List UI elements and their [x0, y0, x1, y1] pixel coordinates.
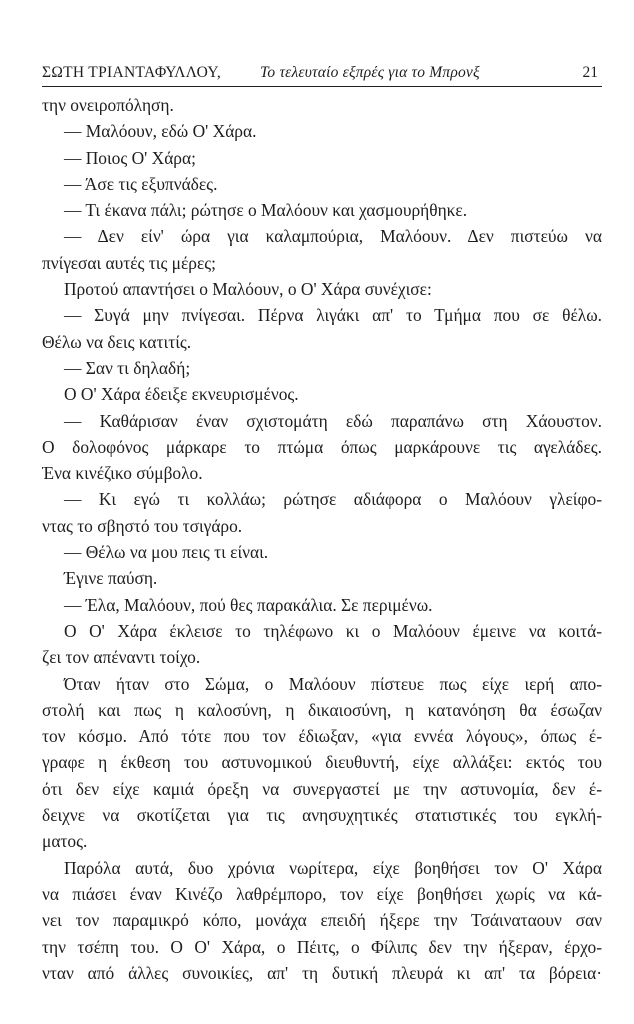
text-line: — Άσε τις εξυπνάδες.: [64, 173, 218, 194]
text-line: την ονειροπόληση.: [42, 95, 174, 115]
text-line: πνίγεσαι αυτές τις μέρες;: [42, 252, 216, 273]
text-line: Ο Ο' Χάρα έδειξε εκνευρισμένος.: [64, 384, 299, 405]
text-line: — Συγά μην πνίγεσαι. Πέρνα λιγάκι απ' το Τμήμα που σε θέλω.: [64, 305, 602, 326]
text-line: — Τι έκανα πάλι; ρώτησε ο Μαλόουν και χασμουρήθηκε.: [64, 200, 468, 221]
text-line: δειχνε να σκοτίζεται για τις ανησυχητικές στατιστικές του εγκλή-: [42, 805, 602, 826]
text-line: στολή και πως η καλοσύνη, η δικαιοσύνη, η κατανόηση θα έσωζαν: [42, 699, 602, 720]
text-line: Έγινε παύση.: [64, 568, 158, 589]
text-line: Ο δολοφόνος μάρκαρε το πτώμα όπως μαρκάρουνε τις αγελάδες.: [42, 436, 602, 457]
running-head: [42, 60, 602, 87]
text-line: — Έλα, Μαλόουν, πού θες παρακάλια. Σε περιμένω.: [64, 594, 433, 615]
text-line: Ένα κινέζικο σύμβολο.: [42, 463, 203, 484]
page-number: 21: [582, 64, 598, 81]
text-line: Ο Ο' Χάρα έκλεισε το τηλέφωνο κι ο Μαλόουν έμεινε να κοιτά-: [64, 620, 602, 641]
text-line: Θέλω να δεις κατιτίς.: [42, 331, 192, 352]
text-line: ντας το σβηστό του τσιγάρο.: [42, 515, 243, 536]
text-line: να πιάσει έναν Κινέζο λαθρέμπορο, τον είχε βοηθήσει χωρίς να κά-: [42, 883, 602, 904]
text-line: Παρόλα αυτά, δυο χρόνια νωρίτερα, είχε βοηθήσει τον Ο' Χάρα: [64, 857, 602, 878]
text-line: τον κόσμο. Από τότε που τον έδιωξαν, «για εννέα λόγους», όπως έ-: [42, 726, 602, 747]
text-line: νταν από άλλες συνοικίες, απ' τη δυτική πλευρά κι απ' τα βόρεια·: [42, 962, 602, 983]
text-line: — Κι εγώ τι κολλάω; ρώτησε αδιάφορα ο Μαλόουν γλείφο-: [64, 489, 602, 510]
text-line: την τσέπη του. Ο Ο' Χάρα, ο Πέιτς, ο Φίλιπς δεν την ήξεραν, έρχο-: [42, 936, 602, 957]
running-head-author: ΣΩΤΗ ΤΡΙΑΝΤΑΦΥΛΛΟΥ,: [42, 64, 222, 81]
text-line: ζει τον απέναντι τοίχο.: [42, 647, 201, 668]
text-line: νει τον παραμικρό κόπο, μονάχα επειδή ήξερε την Τσάιναταουν σαν: [42, 910, 602, 931]
text-line: Όταν ήταν στο Σώμα, ο Μαλόουν πίστευε πως είχε ιερή απο-: [64, 673, 602, 694]
text-line: ότι δεν είχε καμιά όρεξη να συνεργαστεί με την αστυνομία, δεν έ-: [42, 778, 602, 799]
text-line: γραφε η έκθεση του αστυνομικού διευθυντή, είχε αλλάξει: εκτός του: [42, 752, 602, 773]
text-line: — Καθάρισαν έναν σχιστομάτη εδώ παραπάνω στη Χάουστον.: [64, 410, 602, 431]
text-line: Προτού απαντήσει ο Μαλόουν, ο Ο' Χάρα συνέχισε:: [64, 279, 432, 300]
text-line: ματος.: [42, 831, 88, 852]
text-line: — Μαλόουν, εδώ Ο' Χάρα.: [64, 121, 257, 142]
body-text: [42, 92, 602, 986]
running-head-title: Το τελευταίο εξπρές για το Μπρονξ: [260, 64, 480, 81]
text-line: — Θέλω να μου πεις τι είναι.: [64, 542, 269, 563]
text-line: — Ποιος Ο' Χάρα;: [64, 147, 196, 168]
text-line: — Σαν τι δηλαδή;: [64, 357, 191, 378]
text-line: — Δεν είν' ώρα για καλαμπούρια, Μαλόουν. Δεν πιστεύω να: [64, 226, 602, 247]
